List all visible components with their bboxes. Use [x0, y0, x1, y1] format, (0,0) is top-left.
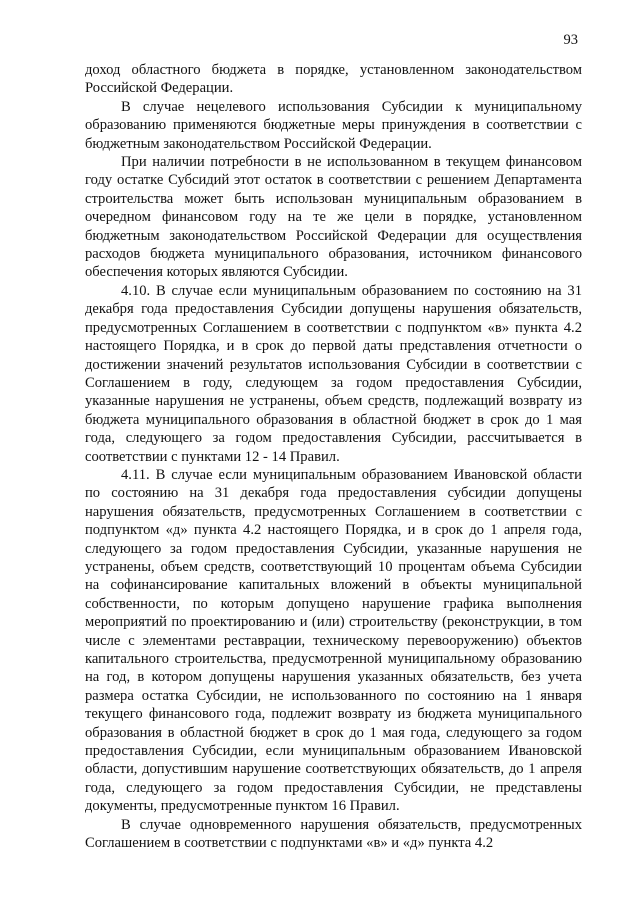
paragraph-continuation: доход областного бюджета в порядке, установленном законодательством Российской Федерации. [85, 62, 582, 97]
paragraph-clause-4-11: 4.11. В случае если муниципальным образованием Ивановской области по состоянию на 31 декабря года предоставления субсидии допущены нарушения обязательств, предусмотренных Соглашением в соответствии с подпунктом «д» пункта 4.2 настоящего Порядка, и в срок до 1 апреля года, следующего за годом предоставления Субсидии, указанные нарушения не устранены, объем средств, соответствующий 10 процентам объема Субсидии на софинансирование капитальных вложений в объекты муниципальной собственности, по которым допущено нарушение графика выполнения мероприятий по проектированию и (или) строительству (реконструкции, в том числе с элементами реставрации, техническому перевооружению) объектов капитального строительства, предусмотренной муниципальному образованию на год, в котором допущены нарушения указанных обязательств, без учета размера остатка Субсидии, не использованного по состоянию на 1 января текущего финансового года, подлежит возврату из бюджета муниципального образования в областной бюджет в срок до 1 мая года, следующего за годом предоставления Субсидии, если муниципальным образованием Ивановской области, допустившим нарушение соответствующих обязательств, до 1 апреля года, следующего за годом предоставления Субсидии, не представлены документы, предусмотренные пунктом 16 Правил. [85, 466, 582, 815]
page-number: 93 [563, 32, 578, 48]
document-body [85, 61, 582, 852]
paragraph-misuse-subsidy: В случае нецелевого использования Субсидии к муниципальному образованию применяются бюджетные меры принуждения в соответствии с бюджетным законодательством Российской Федерации. [85, 98, 582, 152]
paragraph-simultaneous-violation: В случае одновременного нарушения обязательств, предусмотренных Соглашением в соответствии с подпунктами «в» и «д» пункта 4.2 [85, 816, 582, 852]
paragraph-clause-4-10: 4.10. В случае если муниципальным образованием по состоянию на 31 декабря года предоставления Субсидии допущены нарушения обязательств, предусмотренных Соглашением в соответствии с подпунктом «в» пункта 4.2 настоящего Порядка, и в срок до первой даты представления отчетности о достижении значений результатов использования Субсидии в соответствии с Соглашением в году, следующем за годом предоставления Субсидии, указанные нарушения не устранены, объем средств, подлежащий возврату из бюджета муниципального образования в областной бюджет в срок до 1 мая года, следующего за годом предоставления Субсидии, рассчитывается в соответствии с пунктами 12 - 14 Правил. [85, 282, 582, 465]
paragraph-unused-balance: При наличии потребности в не использованном в текущем финансовом году остатке Субсидий этот остаток в соответствии с решением Департамента строительства может быть использован муниципальным образованием в очередном финансовом году на те же цели в порядке, установленном бюджетным законодательством Российской Федерации для осуществления расходов бюджета муниципального образования, источником финансового обеспечения которых являются Субсидии. [85, 154, 582, 281]
